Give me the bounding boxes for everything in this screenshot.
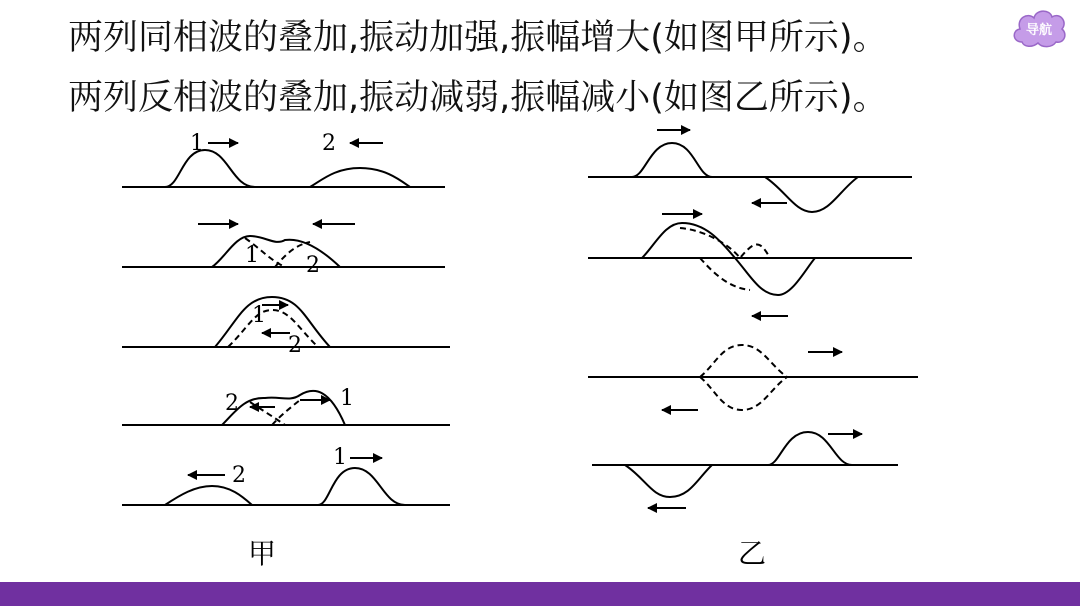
yi-row-1 <box>588 130 912 212</box>
label-2: 2 <box>225 391 239 416</box>
caption-jia: 甲 <box>248 537 277 570</box>
pulse-2-dashed <box>275 242 310 267</box>
pulse-1 <box>165 150 255 187</box>
statement-anti-phase: 两列反相波的叠加,振动减弱,振幅减小(如图乙所示)。 <box>68 78 888 118</box>
pulse-2-dashed <box>250 402 285 425</box>
jia-row-4 <box>122 386 450 425</box>
pulse-dashed-down <box>700 258 750 290</box>
jia-row-1 <box>122 131 445 187</box>
jia-row-3 <box>122 297 450 358</box>
jia-row-2 <box>122 224 445 278</box>
pulse-dashed-up <box>680 228 770 258</box>
pulse-1-dashed <box>272 400 300 425</box>
label-1: 1 <box>340 386 354 411</box>
label-2: 2 <box>322 131 336 156</box>
sum-wave <box>222 391 345 425</box>
label-1: 1 <box>333 445 347 470</box>
pulse-dashed-up <box>700 345 787 377</box>
caption-yi: 乙 <box>738 537 767 570</box>
jia-row-5 <box>122 445 450 505</box>
pulse-up <box>632 143 712 177</box>
label-2: 2 <box>232 463 246 488</box>
pulse-down <box>625 465 712 497</box>
footer-bar <box>0 582 1080 606</box>
pulse-1 <box>318 468 405 505</box>
label-2: 2 <box>288 333 302 358</box>
pulse-dashed-down <box>700 377 787 410</box>
sum-wave <box>212 236 340 267</box>
label-1: 1 <box>190 131 204 156</box>
pulse-up <box>768 432 852 465</box>
pulse-down <box>765 177 858 212</box>
figure-jia <box>122 131 450 505</box>
nav-label: 导航 <box>1025 23 1052 38</box>
yi-row-2 <box>588 214 912 316</box>
label-1: 1 <box>245 243 259 268</box>
yi-row-4 <box>592 432 898 508</box>
pulse-2 <box>165 486 252 505</box>
statement-in-phase: 两列同相波的叠加,振动加强,振幅增大(如图甲所示)。 <box>68 18 888 58</box>
yi-row-3 <box>588 345 918 410</box>
figure-yi <box>588 130 918 508</box>
label-1: 1 <box>252 303 266 328</box>
pulse-2 <box>310 168 410 187</box>
label-2: 2 <box>306 253 320 278</box>
